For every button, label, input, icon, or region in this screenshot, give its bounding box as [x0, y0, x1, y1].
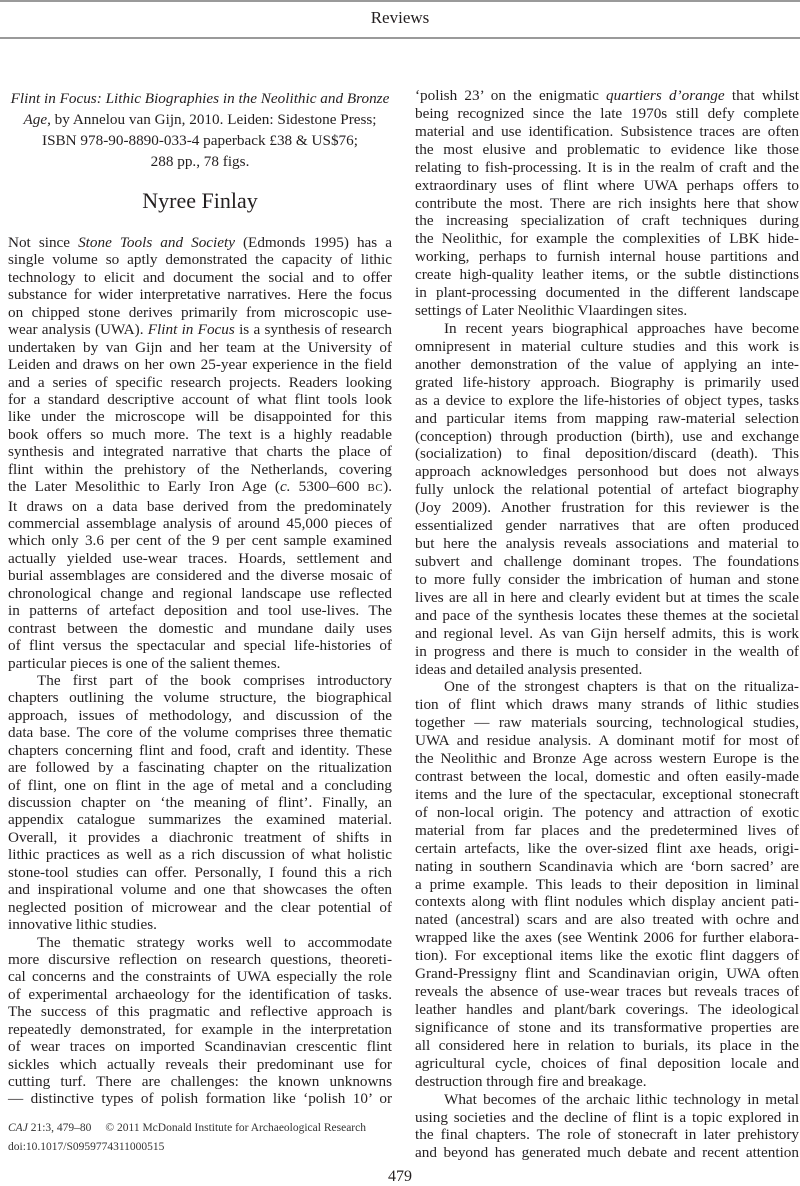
text-line: being recognized since the late 1970s still defy complete	[415, 104, 799, 122]
text-line: but here the analysis reveals associations and material to	[415, 535, 799, 553]
text-line: of flint, one on flint in the age of metal and a concluding	[8, 776, 392, 794]
text-line: chronological change and regional landscape use reflected	[8, 584, 392, 602]
journal-volume: 21:3, 479–80	[27, 1122, 92, 1134]
text-line: Not since Stone Tools and Society (Edmonds 1995) has a	[8, 234, 392, 251]
text-line: nating in southern Scandinavia which are ‘born sacred’ are	[415, 857, 799, 875]
text-line: items and the lure of the spectacular, exceptional stonecraft	[415, 785, 799, 803]
text-line: and pace of the synthesis locates these themes at the societal	[415, 606, 799, 624]
text-line: in patterns of artefact deposition and tool use-lives. The	[8, 602, 392, 620]
text-line: material and use identification. Subsistence traces are often	[415, 122, 799, 140]
text-line: actually yielded use-wear traces. Hoards, settlement and	[8, 549, 392, 567]
text-line: more discursive reflection on research questions, theoreti-	[8, 950, 392, 968]
right-column	[415, 87, 799, 1162]
text-line: commercial assemblage analysis of around 45,000 pieces of	[8, 515, 392, 532]
text-line: (conception) through production (birth), use and exchange	[415, 427, 799, 445]
text-line: Grand-Pressigny flint and Scandinavian origin, UWA often	[415, 965, 799, 983]
text-line: undertaken by van Gijn and her team at the University of	[8, 338, 392, 356]
text-line: lithic practices as well as a rich discussion of what holistic	[8, 846, 392, 864]
small-caps-text: BC	[367, 482, 384, 495]
text-line: burial assemblages are considered and the diverse mosaic of	[8, 567, 392, 585]
text-line: approach, issues of methodology, and discussion of the	[8, 706, 392, 724]
text-line: One of the strongest chapters is that on the ritualiza-	[444, 678, 799, 696]
text-line: contribute the most. There are rich insights here that show	[415, 194, 799, 212]
copyright: © 2011 McDonald Institute for Archaeological Research	[105, 1122, 366, 1134]
journal-abbrev: CAJ	[8, 1122, 28, 1134]
text-line: leather handles and plant/bark coverings. The ideological	[415, 1001, 799, 1019]
italic-text: quartiers d’orange	[606, 87, 725, 104]
text-line: extraordinary uses of flint where UWA perhaps offers to	[415, 176, 799, 194]
text-line: a prime example. This leads to their deposition in liminal	[415, 875, 799, 893]
text-line: significance of stone and its transformative properties are	[415, 1018, 799, 1036]
text-line: stone-tool studies can offer. Personally, I found this a rich	[8, 863, 392, 881]
text-line: the final chapters. The role of stonecraft in later prehistory	[415, 1126, 799, 1144]
text-line: In recent years biographical approaches have become	[444, 319, 799, 337]
text-line: the Neolithic and Bronze Age across western Europe is the	[415, 750, 799, 768]
text-line: contexts along with flint nodules which display ancient pati-	[415, 893, 799, 911]
text-line: ideas and detailed analysis presented.	[415, 660, 643, 678]
book-author-publisher: , by Annelou van Gijn, 2010. Leiden: Sidestone Press;	[47, 111, 377, 128]
text-line: What becomes of the archaic lithic technology in metal	[444, 1090, 799, 1108]
text-line: wrapped like the axes (see Wentink 2006 for further elabora-	[415, 929, 799, 947]
text-line: approach acknowledges personhood but does not always	[415, 463, 799, 481]
text-line: fully unlock the relational potential of artefact biography	[415, 481, 799, 499]
paragraph	[415, 678, 799, 1090]
text-line: another demonstration of the value of applying an inte-	[415, 355, 799, 373]
footer-citation	[8, 1119, 366, 1157]
text-line: wear analysis (UWA). Flint in Focus is a synthesis of research	[8, 321, 392, 339]
text-line: chapters concerning flint and food, craft and identity. These	[8, 741, 392, 759]
italic-text: c.	[279, 478, 291, 496]
text-line: agricultural cycle, choices of final deposition locale and	[415, 1054, 799, 1072]
header-top-rule	[0, 0, 800, 2]
book-title: Flint in Focus: Lithic Biographies in the Neolithic and Bronze	[10, 90, 390, 107]
text-line: UWA and residue analysis. A dominant motif for most of	[415, 732, 799, 750]
text-line: book offers so much more. The text is a highly readable	[8, 425, 392, 443]
text-line: single volume so aptly demonstrated the capacity of lithic	[8, 251, 392, 269]
text-line: together — raw materials sourcing, technological studies,	[415, 714, 799, 732]
text-line: grated life-history approach. Biography is primarily used	[415, 373, 799, 391]
text-line: material from far places and the predetermined lives of	[415, 821, 799, 839]
text-line: create high-quality leather items, or the subtle distinctions	[415, 266, 799, 284]
left-column	[8, 234, 392, 1108]
text-line: of non-local origin. The potency and attraction of exotic	[415, 803, 799, 821]
text-line: tion of flint which draws many strands of lithic studies	[415, 696, 799, 714]
text-line: particular pieces is one of the salient themes.	[8, 654, 281, 672]
text-line: Overall, it provides a diachronic treatment of shifts in	[8, 828, 392, 846]
text-line: The success of this pragmatic and reflective approach is	[8, 1003, 392, 1021]
text-line: technology to elicit and document the social and to offer	[8, 268, 392, 286]
text-line: appendix catalogue summarizes the examined material.	[8, 811, 392, 829]
text-line: (socialization) to final deposition/discard (death). This	[415, 445, 799, 463]
text-line: using societies and the decline of flint is a topic explored in	[415, 1108, 799, 1126]
text-line: flint within the prehistory of the Netherlands, covering	[8, 460, 392, 478]
text-line: The thematic strategy works well to accommodate	[37, 933, 392, 951]
text-line: essentialized gender narratives that are often produced	[415, 517, 799, 535]
paragraph	[415, 87, 799, 320]
text-line: working, perhaps to furnish internal house partitions and	[415, 248, 799, 266]
text-line: tion). For exceptional items like the exotic flint daggers of	[415, 947, 799, 965]
text-line: sickles which actually reveals their predominant use for	[8, 1055, 392, 1073]
text-line: contrast between the domestic and mundane daily uses	[8, 619, 392, 637]
text-line: of wear traces on imported Scandinavian crescentic flint	[8, 1038, 392, 1056]
text-line: cutting turf. There are challenges: the known unknowns	[8, 1073, 392, 1090]
text-line: It draws on a data base derived from the predominately	[8, 497, 392, 515]
text-line: and particular items from mapping raw-material selection	[415, 409, 799, 427]
text-line: repeatedly demonstrated, for example in the interpretation	[8, 1020, 392, 1038]
text-line: nated (ancestral) scars and are also treated with ochre and	[415, 911, 799, 929]
text-line: on chipped stone derives primarily from microscopic use-	[8, 303, 392, 321]
text-line: subvert and challenge dominant tropes. The foundations	[415, 552, 799, 570]
text-line: for a standard descriptive account of what flint tools look	[8, 390, 392, 408]
doi: doi:10.1017/S0959774311000515	[8, 1141, 165, 1153]
text-line: of experimental archaeology for the identification of tasks.	[8, 985, 392, 1003]
italic-text: Stone Tools and Society	[78, 234, 235, 251]
running-head: Reviews	[370, 8, 430, 27]
paragraph	[415, 320, 799, 678]
text-line: relating to fish-processing. It is in the realm of craft and the	[415, 158, 799, 176]
text-line: to more fully consider the imbrication of human and stone	[415, 570, 799, 588]
text-line: discussion chapter on ‘the meaning of flint’. Finally, an	[8, 794, 392, 811]
text-line: (Joy 2009). Another frustration for this reviewer is the	[415, 499, 799, 517]
text-line: in plant-processing documented in the different landscape	[415, 284, 799, 302]
text-line: cal concerns and the constraints of UWA especially the role	[8, 968, 392, 986]
text-line: — distinctive types of polish formation like ‘polish 10’ or	[8, 1090, 392, 1108]
text-line: innovative lithic studies.	[8, 916, 157, 934]
book-citation	[8, 88, 392, 172]
text-line: and inspirational volume and one that showcases the often	[8, 881, 392, 899]
text-line: Leiden and draws on her own 25-year experience in the field	[8, 356, 392, 374]
text-line: in progress and there is much to consider in the wealth of	[415, 642, 799, 660]
text-line: The first part of the book comprises introductory	[37, 671, 392, 689]
book-title-end: Age	[23, 111, 48, 128]
text-line: certain artefacts, like the over-sized flint axe heads, origi-	[415, 839, 799, 857]
text-line: the Neolithic, for example the complexities of LBK hide-	[415, 230, 799, 248]
text-line: settings of Later Neolithic Vlaardingen sites.	[415, 302, 688, 320]
text-line: the increasing specialization of craft techniques during	[415, 212, 799, 230]
text-line: and a series of specific research projects. Readers looking	[8, 373, 392, 391]
reviewer-name: Nyree Finlay	[142, 188, 258, 213]
text-line: chapters outlining the volume structure, the biographical	[8, 689, 392, 707]
book-isbn-price: ISBN 978-90-8890-033-4 paperback £38 & US$76;	[42, 132, 358, 149]
paragraph	[8, 934, 392, 1108]
italic-text: Flint in Focus	[147, 321, 235, 339]
text-line: as a device to explore the life-histories of object types, tasks	[415, 391, 799, 409]
paragraph	[8, 234, 392, 672]
page-number: 479	[388, 1168, 412, 1185]
book-pages: 288 pp., 78 figs.	[150, 153, 250, 170]
text-line: and regional level. As van Gijn herself admits, this is work	[415, 624, 799, 642]
text-line: destruction through fire and breakage.	[415, 1072, 647, 1090]
text-line: contrast between the local, domestic and often easily-made	[415, 768, 799, 786]
text-line: are followed by a fascinating chapter on the ritualization	[8, 759, 392, 777]
text-line: which only 3.6 per cent of the 9 per cent sample examined	[8, 532, 392, 550]
text-line: data base. The core of the volume comprises three thematic	[8, 724, 392, 742]
text-line: like under the microscope will be disappointed for this	[8, 408, 392, 426]
text-line: omnipresent in material culture studies and this work is	[415, 337, 799, 355]
text-line: all considered here in relation to burials, its place in the	[415, 1036, 799, 1054]
text-line: synthesis and integrated narrative that charts the place of	[8, 443, 392, 461]
paragraph	[415, 1091, 799, 1163]
text-line: the Later Mesolithic to Early Iron Age (c. 5300–600 BC).	[8, 478, 392, 496]
header-bottom-rule	[0, 37, 800, 39]
text-line: substance for wider interpretative narratives. Here the focus	[8, 286, 392, 304]
text-line: of flint versus the spectacular and special life-histories of	[8, 637, 392, 655]
paragraph	[8, 672, 392, 934]
text-line: reveals the absence of use-wear traces but reveals traces of	[415, 983, 799, 1001]
text-line: lives are all in here and clearly evident but at times the scale	[415, 588, 799, 606]
text-line: and beyond has generated much debate and recent attention	[415, 1144, 799, 1162]
text-line: the most elusive and problematic to evidence like those	[415, 140, 799, 158]
text-line: ‘polish 23’ on the enigmatic quartiers d’orange that whilst	[415, 87, 799, 104]
text-line: neglected position of microwear and the clear potential of	[8, 898, 392, 916]
